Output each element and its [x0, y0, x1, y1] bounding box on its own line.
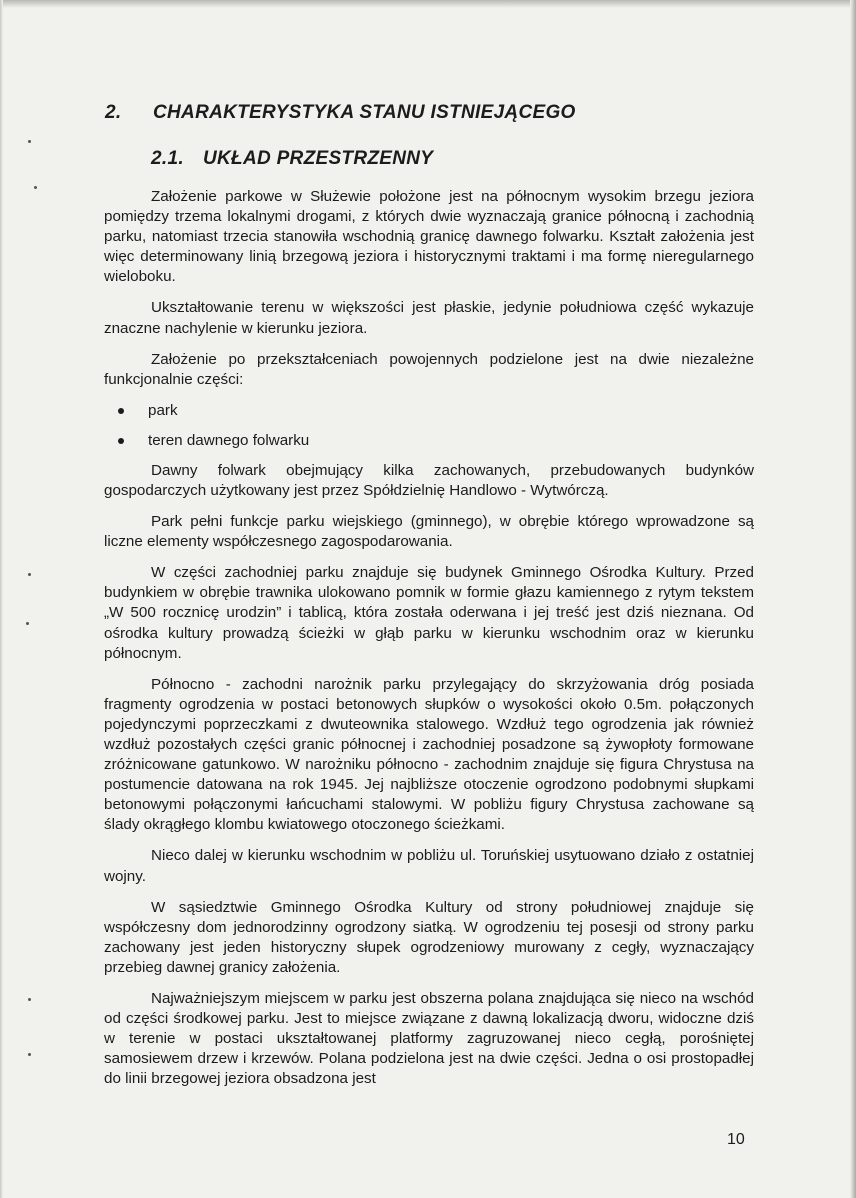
paragraph: Założenie parkowe w Służewie położone jest na północnym wysokim brzegu jeziora pomiędzy trzema lokalnymi drogami, z których dwie wyznaczają granice północną i zachodnią parku, natomiast trzecia stanowiła wschodnią granicę dawnego folwarku. Kształt założenia jest więc determinowany linią brzegową jeziora i historycznymi traktami i ma formę nieregularnego wieloboku. — [104, 188, 754, 286]
paragraph: Nieco dalej w kierunku wschodnim w pobliżu ul. Toruńskiej usytuowano działo z ostatniej wojny. — [104, 847, 754, 885]
scan-speck — [26, 622, 29, 625]
bullet-icon — [118, 438, 124, 444]
bullet-list — [104, 401, 754, 451]
page-number: 10 — [727, 1131, 745, 1148]
paragraph: Założenie po przekształceniach powojennych podzielone jest na dwie niezależne funkcjonalnie części: — [104, 350, 754, 388]
subsection-heading — [151, 148, 433, 170]
paragraph: Najważniejszym miejscem w parku jest obszerna polana znajdująca się nieco na wschód od części środkowej parku. Jest to miejsce związane z dawną lokalizacją dworu, widoczne dziś w terenie w postaci ukształtowanej platformy zagruzowanej nieco cegłą, porośniętej samosiewem drzew i krzewów. Polana podzielona jest na dwie części. Jedna o osi prostopadłej do linii brzegowej jeziora obsadzona jest — [104, 990, 754, 1088]
body-text — [104, 187, 754, 1100]
scan-speck — [34, 186, 37, 189]
scan-speck — [28, 1053, 31, 1056]
scan-speck — [28, 573, 31, 576]
scan-speck — [28, 998, 31, 1001]
paragraph: Park pełni funkcje parku wiejskiego (gminnego), w obrębie którego wprowadzone są liczne elementy współczesnego zagospodarowania. — [104, 513, 754, 551]
subsection-title: UKŁAD PRZESTRZENNY — [203, 148, 434, 169]
list-item-text: teren dawnego folwarku — [148, 431, 310, 449]
subsection-number: 2.1. — [151, 148, 184, 169]
list-item-text: park — [148, 401, 178, 419]
paragraph: W części zachodniej parku znajduje się budynek Gminnego Ośrodka Kultury. Przed budynkiem w obrębie trawnika ulokowano pomnik w formie głazu kamiennego z rytym tekstem „W 500 rocznicę urodzin” i tablicą, która została oderwana i jej treść jest dziś nieznana. Od ośrodka kultury prowadzą ścieżki w głąb parku w kierunku wschodnim oraz w kierunku północnym. — [104, 564, 754, 662]
section-number: 2. — [105, 102, 122, 123]
bullet-icon — [118, 408, 124, 414]
paragraph: Ukształtowanie terenu w większości jest płaskie, jedynie południowa część wykazuje znaczne nachylenie w kierunku jeziora. — [104, 299, 754, 337]
scan-left-edge — [0, 0, 3, 1198]
section-heading — [105, 102, 576, 124]
section-title: CHARAKTERYSTYKA STANU ISTNIEJĄCEGO — [153, 102, 576, 123]
scan-top-edge — [0, 0, 856, 8]
list-item — [104, 431, 754, 451]
paragraph: W sąsiedztwie Gminnego Ośrodka Kultury od strony południowej znajduje się współczesny dom jednorodzinny ogrodzony siatką. W ogrodzeniu tej posesji od strony parku zachowany jest jeden historyczny słupek ogrodzeniowy murowany z cegły, wyznaczający przebieg dawnej granicy założenia. — [104, 898, 754, 976]
list-item — [104, 401, 754, 421]
paragraph: Dawny folwark obejmujący kilka zachowanych, przebudowanych budynków gospodarczych użytkowany jest przez Spółdzielnię Handlowo - Wytwórczą. — [104, 461, 754, 499]
scan-right-edge — [850, 0, 856, 1198]
paragraph: Północno - zachodni narożnik parku przylegający do skrzyżowania dróg posiada fragmenty ogrodzenia w postaci betonowych słupków o wysokości około 0.5m. połączonych pojedynczymi poprzeczkami z dwuteownika stalowego. Wzdłuż tego ogrodzenia jak również wzdłuż pozostałych części granic północnej i zachodniej posadzone są żywopłoty formowane zróżnicowane gatunkowo. W narożniku północno - zachodnim znajduje się figura Chrystusa na postumencie datowana na rok 1945. Jej najbliższe otoczenie ogrodzono podobnymi słupkami betonowymi połączonymi łańcuchami stalowymi. W pobliżu figury Chrystusa zachowane są ślady okrągłego klombu kwiatowego otoczonego ścieżkami. — [104, 675, 754, 834]
scan-speck — [28, 140, 31, 143]
